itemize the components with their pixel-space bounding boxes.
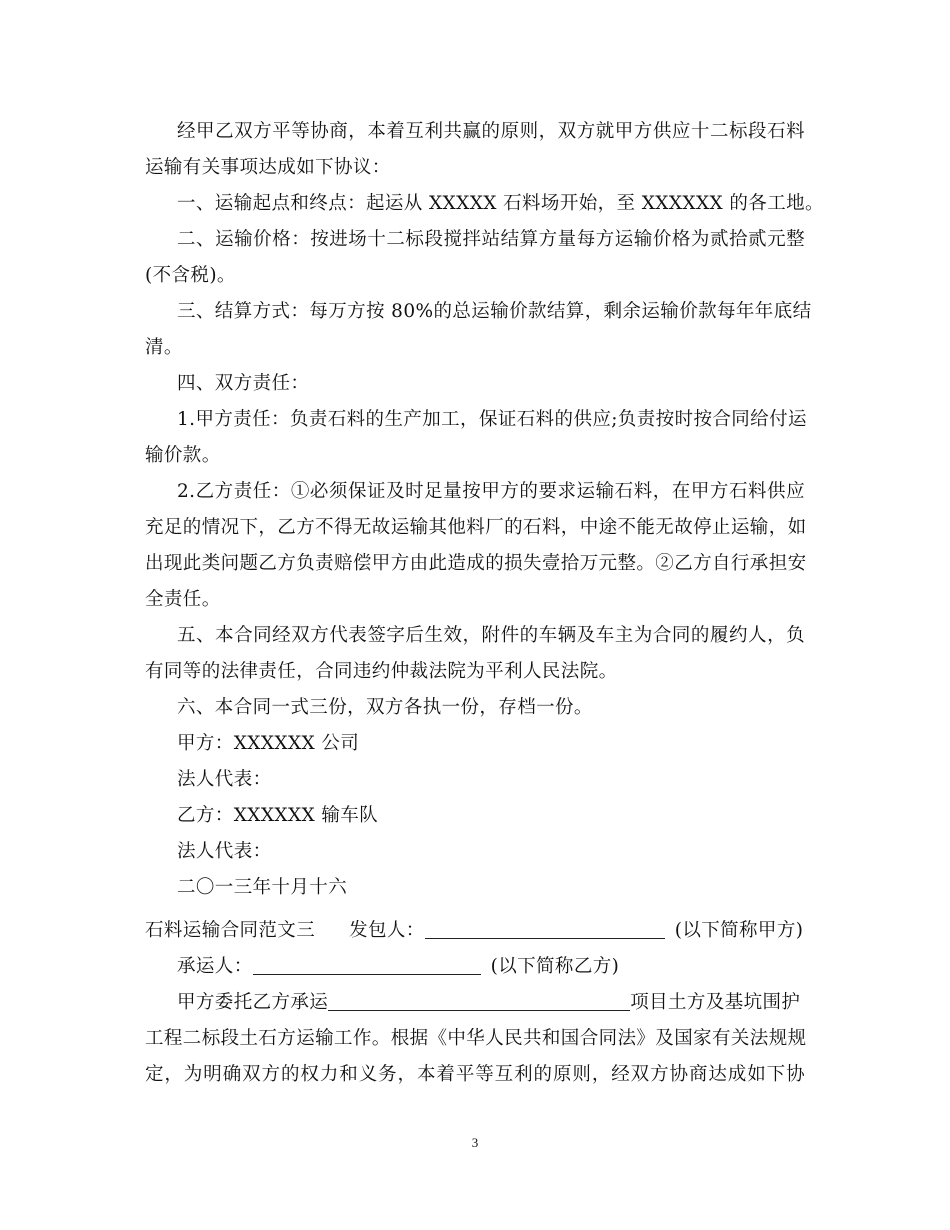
paragraph-line: 2.乙方责任：①必须保证及时足量按甲方的要求运输石料，在甲方石料供应	[177, 481, 805, 502]
paragraph-line: 三、结算方式：每万方按 80%的总运输价款结算，剩余运输价款每年年底结	[177, 301, 812, 322]
paragraph-line: 全责任。	[145, 589, 221, 610]
carrier-label: 承运人：	[177, 956, 253, 977]
carrier-suffix: (以下简称乙方)	[490, 956, 620, 977]
legal-rep-b-line: 法人代表：	[177, 841, 272, 862]
date-line: 二〇一三年十月十六	[177, 877, 348, 898]
page-number: 3	[471, 1135, 479, 1150]
employer-label: 发包人：	[349, 920, 425, 941]
paragraph-line: 经甲乙双方平等协商，本着互利共赢的原则，双方就甲方供应十二标段石料	[177, 121, 805, 142]
paragraph-line: 出现此类问题乙方负责赔偿甲方由此造成的损失壹拾万元整。②乙方自行承担安	[145, 553, 807, 574]
paragraph-line: (不含税)。	[145, 265, 236, 286]
carrier-blank	[253, 952, 481, 975]
paragraph-line: 运输有关事项达成如下协议：	[145, 157, 391, 178]
entrust-prefix: 甲方委托乙方承运	[177, 992, 329, 1013]
party-a-line: 甲方：XXXXXX 公司	[177, 733, 360, 754]
legal-rep-a-line: 法人代表：	[177, 769, 272, 790]
paragraph-line: 工程二标段土石方运输工作。根据《中华人民共和国合同法》及国家有关法规规	[145, 1028, 807, 1049]
contract3-heading: 石料运输合同范文三	[145, 920, 316, 941]
paragraph-line: 1.甲方责任：负责石料的生产加工，保证石料的供应;负责按时按合同给付运	[177, 409, 807, 430]
paragraph-line: 清。	[145, 337, 183, 358]
paragraph-line: 充足的情况下，乙方不得无故运输其他料厂的石料，中途不能无故停止运输，如	[145, 517, 807, 538]
paragraph-line: 六、本合同一式三份，双方各执一份，存档一份。	[177, 697, 593, 718]
paragraph-line: 一、运输起点和终点：起运从 XXXXX 石料场开始，至 XXXXXX 的各工地。	[177, 193, 824, 214]
party-b-line: 乙方：XXXXXX 输车队	[177, 805, 379, 826]
entrust-line	[177, 985, 805, 1021]
paragraph-line: 二、运输价格：按进场十二标段搅拌站结算方量每方运输价格为贰拾贰元整	[177, 229, 805, 250]
contract3-heading-line	[145, 913, 805, 949]
paragraph-line: 四、双方责任：	[177, 373, 310, 394]
project-blank	[328, 988, 630, 1011]
employer-blank	[425, 916, 665, 939]
carrier-line	[177, 949, 805, 985]
employer-suffix: (以下简称甲方)	[674, 920, 804, 941]
entrust-suffix: 项目土方及基坑围护	[630, 992, 801, 1013]
paragraph-line: 有同等的法律责任，合同违约仲裁法院为平利人民法院。	[145, 661, 618, 682]
paragraph-line: 定，为明确双方的权力和义务，本着平等互利的原则，经双方协商达成如下协	[145, 1064, 805, 1085]
paragraph-line: 输价款。	[145, 445, 221, 466]
paragraph-line: 五、本合同经双方代表签字后生效，附件的车辆及车主为合同的履约人，负	[177, 625, 805, 646]
